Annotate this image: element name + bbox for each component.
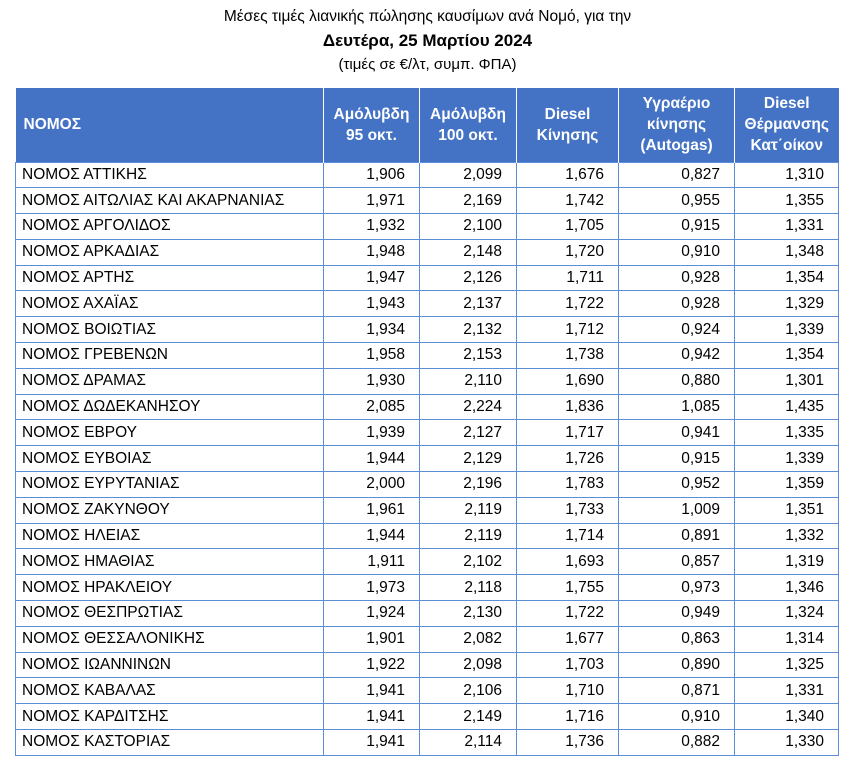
table-row [16, 730, 839, 756]
price-cell: 0,910 [619, 704, 735, 730]
price-cell: 0,827 [619, 162, 735, 188]
price-cell: 1,332 [735, 523, 839, 549]
prefecture-name-cell: ΝΟΜΟΣ ΕΥΡΥΤΑΝΙΑΣ [16, 472, 324, 498]
prefecture-name-cell: ΝΟΜΟΣ ΚΑΣΤΟΡΙΑΣ [16, 730, 324, 756]
price-cell: 1,705 [517, 214, 619, 240]
price-cell: 2,106 [420, 678, 517, 704]
price-cell: 2,100 [420, 214, 517, 240]
price-cell: 1,712 [517, 317, 619, 343]
column-header-line: ΝΟΜΟΣ [23, 116, 82, 134]
price-cell: 0,949 [619, 601, 735, 627]
prefecture-name-cell: ΝΟΜΟΣ ΘΕΣΠΡΩΤΙΑΣ [16, 601, 324, 627]
column-header-line: Αμόλυβδη [333, 105, 410, 123]
prefecture-name-cell: ΝΟΜΟΣ ΔΡΑΜΑΣ [16, 368, 324, 394]
price-cell: 1,941 [324, 704, 420, 730]
table-row [16, 239, 839, 265]
price-cell: 1,722 [517, 601, 619, 627]
table-row [16, 472, 839, 498]
price-cell: 1,314 [735, 626, 839, 652]
price-cell: 2,110 [420, 368, 517, 394]
price-cell: 1,355 [735, 188, 839, 214]
price-cell: 0,863 [619, 626, 735, 652]
price-cell: 2,118 [420, 575, 517, 601]
column-header-4 [619, 88, 735, 162]
price-cell: 0,857 [619, 549, 735, 575]
price-cell: 1,958 [324, 343, 420, 369]
table-row [16, 704, 839, 730]
prefecture-name-cell: ΝΟΜΟΣ ΗΜΑΘΙΑΣ [16, 549, 324, 575]
price-cell: 1,693 [517, 549, 619, 575]
price-cell: 0,952 [619, 472, 735, 498]
price-cell: 1,944 [324, 446, 420, 472]
price-cell: 0,890 [619, 652, 735, 678]
table-row [16, 317, 839, 343]
price-cell: 0,915 [619, 214, 735, 240]
price-cell: 1,340 [735, 704, 839, 730]
prefecture-name-cell: ΝΟΜΟΣ ΓΡΕΒΕΝΩΝ [16, 343, 324, 369]
column-header-line: (Autogas) [640, 137, 713, 155]
column-header-line: Υγραέριο [642, 95, 711, 113]
price-cell: 1,339 [735, 446, 839, 472]
price-cell: 1,348 [735, 239, 839, 265]
table-row [16, 626, 839, 652]
price-cell: 1,331 [735, 678, 839, 704]
table-row [16, 549, 839, 575]
prefecture-name-cell: ΝΟΜΟΣ ΑΡΤΗΣ [16, 265, 324, 291]
prefecture-name-cell: ΝΟΜΟΣ ΗΛΕΙΑΣ [16, 523, 324, 549]
price-cell: 0,891 [619, 523, 735, 549]
price-cell: 1,716 [517, 704, 619, 730]
price-cell: 1,901 [324, 626, 420, 652]
price-cell: 0,928 [619, 291, 735, 317]
price-cell: 1,939 [324, 420, 420, 446]
price-cell: 1,329 [735, 291, 839, 317]
price-cell: 2,148 [420, 239, 517, 265]
price-cell: 0,910 [619, 239, 735, 265]
table-row [16, 162, 839, 188]
price-cell: 1,085 [619, 394, 735, 420]
price-cell: 1,717 [517, 420, 619, 446]
column-header-0 [16, 88, 324, 162]
price-cell: 1,330 [735, 730, 839, 756]
price-cell: 2,000 [324, 472, 420, 498]
price-cell: 1,711 [517, 265, 619, 291]
price-cell: 1,009 [619, 497, 735, 523]
price-cell: 2,119 [420, 497, 517, 523]
table-row [16, 446, 839, 472]
title-line-1: Μέσες τιμές λιανικής πώλησης καυσίμων ανά Νομό, για την [223, 8, 632, 25]
price-cell: 0,973 [619, 575, 735, 601]
price-cell: 1,351 [735, 497, 839, 523]
table-row [16, 394, 839, 420]
prefecture-name-cell: ΝΟΜΟΣ ΕΒΡΟΥ [16, 420, 324, 446]
price-cell: 1,335 [735, 420, 839, 446]
price-cell: 1,836 [517, 394, 619, 420]
price-cell: 1,435 [735, 394, 839, 420]
price-cell: 2,132 [420, 317, 517, 343]
table-row [16, 343, 839, 369]
table-row [16, 420, 839, 446]
price-cell: 1,944 [324, 523, 420, 549]
price-cell: 1,710 [517, 678, 619, 704]
table-row [16, 575, 839, 601]
price-cell: 2,126 [420, 265, 517, 291]
price-cell: 1,932 [324, 214, 420, 240]
price-cell: 1,722 [517, 291, 619, 317]
price-cell: 1,742 [517, 188, 619, 214]
price-cell: 1,346 [735, 575, 839, 601]
price-cell: 1,690 [517, 368, 619, 394]
price-cell: 1,324 [735, 601, 839, 627]
price-cell: 2,099 [420, 162, 517, 188]
price-cell: 1,930 [324, 368, 420, 394]
prefecture-name-cell: ΝΟΜΟΣ ΑΡΓΟΛΙΔΟΣ [16, 214, 324, 240]
column-header-line: Κίνησης [536, 126, 599, 144]
price-cell: 0,941 [619, 420, 735, 446]
price-cell: 1,339 [735, 317, 839, 343]
price-cell: 1,319 [735, 549, 839, 575]
table-row [16, 214, 839, 240]
price-cell: 2,129 [420, 446, 517, 472]
price-cell: 1,720 [517, 239, 619, 265]
prefecture-name-cell: ΝΟΜΟΣ ΖΑΚΥΝΘΟΥ [16, 497, 324, 523]
column-header-5 [735, 88, 839, 162]
title-units: (τιμές σε €/λτ, συμπ. ΦΠΑ) [338, 56, 517, 73]
price-cell: 1,922 [324, 652, 420, 678]
price-cell: 0,915 [619, 446, 735, 472]
price-cell: 2,114 [420, 730, 517, 756]
price-cell: 0,928 [619, 265, 735, 291]
price-cell: 2,149 [420, 704, 517, 730]
price-cell: 2,196 [420, 472, 517, 498]
price-cell: 1,971 [324, 188, 420, 214]
prefecture-name-cell: ΝΟΜΟΣ ΕΥΒΟΙΑΣ [16, 446, 324, 472]
prefecture-name-cell: ΝΟΜΟΣ ΑΧΑΪΑΣ [16, 291, 324, 317]
title-date: Δευτέρα, 25 Μαρτίου 2024 [322, 31, 533, 50]
price-cell: 1,331 [735, 214, 839, 240]
column-header-line: Θέρμανσης [744, 116, 829, 134]
price-cell: 2,119 [420, 523, 517, 549]
price-cell: 1,733 [517, 497, 619, 523]
column-header-line: 100 οκτ. [438, 126, 498, 144]
price-cell: 1,934 [324, 317, 420, 343]
price-cell: 2,137 [420, 291, 517, 317]
price-cell: 0,871 [619, 678, 735, 704]
column-header-line: Diesel [763, 95, 810, 113]
column-header-line: Diesel [544, 105, 591, 123]
prefecture-name-cell: ΝΟΜΟΣ ΑΡΚΑΔΙΑΣ [16, 239, 324, 265]
price-cell: 2,169 [420, 188, 517, 214]
prefecture-name-cell: ΝΟΜΟΣ ΑΤΤΙΚΗΣ [16, 162, 324, 188]
price-cell: 1,961 [324, 497, 420, 523]
price-cell: 2,098 [420, 652, 517, 678]
header-row [16, 88, 839, 162]
table-row [16, 497, 839, 523]
fuel-price-table [15, 88, 839, 756]
price-cell: 1,714 [517, 523, 619, 549]
column-header-line: Κατ΄οίκον [750, 137, 823, 155]
table-row [16, 523, 839, 549]
price-cell: 1,677 [517, 626, 619, 652]
price-cell: 2,130 [420, 601, 517, 627]
price-cell: 1,738 [517, 343, 619, 369]
price-cell: 1,354 [735, 343, 839, 369]
price-cell: 1,943 [324, 291, 420, 317]
price-cell: 1,325 [735, 652, 839, 678]
table-row [16, 291, 839, 317]
table-row [16, 678, 839, 704]
price-cell: 1,941 [324, 678, 420, 704]
price-cell: 1,755 [517, 575, 619, 601]
column-header-line: 95 οκτ. [346, 126, 397, 144]
price-cell: 0,942 [619, 343, 735, 369]
price-cell: 1,973 [324, 575, 420, 601]
table-header [16, 88, 839, 162]
price-cell: 2,224 [420, 394, 517, 420]
prefecture-name-cell: ΝΟΜΟΣ ΗΡΑΚΛΕΙΟΥ [16, 575, 324, 601]
price-cell: 1,906 [324, 162, 420, 188]
table-row [16, 652, 839, 678]
column-header-line: κίνησης [646, 116, 707, 134]
price-cell: 2,153 [420, 343, 517, 369]
price-cell: 0,924 [619, 317, 735, 343]
price-cell: 1,301 [735, 368, 839, 394]
column-header-line: Αμόλυβδη [430, 105, 506, 123]
price-cell: 1,941 [324, 730, 420, 756]
price-cell: 2,127 [420, 420, 517, 446]
table-row [16, 601, 839, 627]
price-cell: 1,924 [324, 601, 420, 627]
column-header-1 [324, 88, 420, 162]
price-cell: 2,102 [420, 549, 517, 575]
column-header-2 [420, 88, 517, 162]
price-cell: 1,911 [324, 549, 420, 575]
price-cell: 1,703 [517, 652, 619, 678]
prefecture-name-cell: ΝΟΜΟΣ ΚΑΡΔΙΤΣΗΣ [16, 704, 324, 730]
table-row [16, 368, 839, 394]
price-cell: 1,726 [517, 446, 619, 472]
table-row [16, 265, 839, 291]
price-cell: 1,310 [735, 162, 839, 188]
price-cell: 2,082 [420, 626, 517, 652]
price-cell: 2,085 [324, 394, 420, 420]
price-cell: 0,955 [619, 188, 735, 214]
prefecture-name-cell: ΝΟΜΟΣ ΚΑΒΑΛΑΣ [16, 678, 324, 704]
prefecture-name-cell: ΝΟΜΟΣ ΒΟΙΩΤΙΑΣ [16, 317, 324, 343]
price-cell: 1,676 [517, 162, 619, 188]
prefecture-name-cell: ΝΟΜΟΣ ΑΙΤΩΛΙΑΣ ΚΑΙ ΑΚΑΡΝΑΝΙΑΣ [16, 188, 324, 214]
price-cell: 1,947 [324, 265, 420, 291]
table-row [16, 188, 839, 214]
prefecture-name-cell: ΝΟΜΟΣ ΔΩΔΕΚΑΝΗΣΟΥ [16, 394, 324, 420]
price-cell: 0,882 [619, 730, 735, 756]
prefecture-name-cell: ΝΟΜΟΣ ΘΕΣΣΑΛΟΝΙΚΗΣ [16, 626, 324, 652]
price-cell: 1,354 [735, 265, 839, 291]
table-body [16, 162, 839, 755]
price-cell: 0,880 [619, 368, 735, 394]
prefecture-name-cell: ΝΟΜΟΣ ΙΩΑΝΝΙΝΩΝ [16, 652, 324, 678]
column-header-3 [517, 88, 619, 162]
price-cell: 1,736 [517, 730, 619, 756]
price-cell: 1,783 [517, 472, 619, 498]
price-cell: 1,359 [735, 472, 839, 498]
price-cell: 1,948 [324, 239, 420, 265]
